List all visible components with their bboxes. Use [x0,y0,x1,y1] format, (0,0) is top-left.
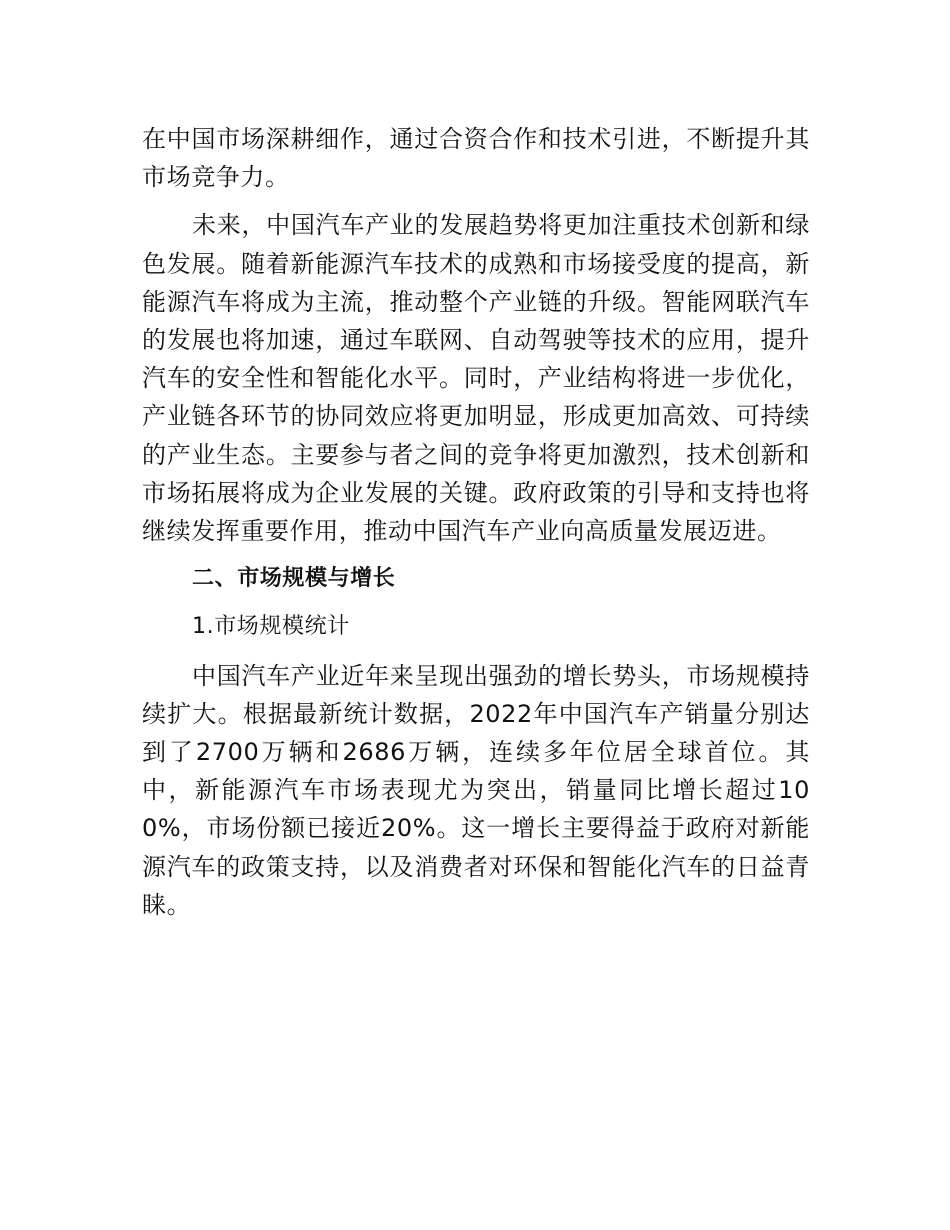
paragraph-continuation: 在中国市场深耕细作，通过合资合作和技术引进，不断提升其市场竞争力。 [142,125,810,192]
paragraph-future-trends: 未来，中国汽车产业的发展趋势将更加注重技术创新和绿色发展。随着新能源汽车技术的成熟和市场接受度的提高，新能源汽车将成为主流，推动整个产业链的升级。智能网联汽车的发展也将加速，通过车联网、自动驾驶等技术的应用，提升汽车的安全性和智能化水平。同时，产业结构将进一步优化，产业链各环节的协同效应将更加明显，形成更加高效、可持续的产业生态。主要参与者之间的竞争将更加激烈，技术创新和市场拓展将成为企业发展的关键。政府政策的引导和支持也将继续发挥重要作用，推动中国汽车产业向高质量发展迈进。 [142,211,810,546]
paragraph-market-size: 中国汽车产业近年来呈现出强劲的增长势头，市场规模持续扩大。根据最新统计数据，2022年中国汽车产销量分别达到了2700万辆和2686万辆，连续多年位居全球首位。其中，新能源汽车市场表现尤为突出，销量同比增长超过100%，市场份额已接近20%。这一增长主要得益于政府对新能源汽车的政策支持，以及消费者对环保和智能化汽车的日益青睐。 [142,661,810,919]
section-heading: 二、市场规模与增长 [192,566,396,592]
subsection-heading: 1.市场规模统计 [192,614,350,640]
document-body [142,120,810,924]
